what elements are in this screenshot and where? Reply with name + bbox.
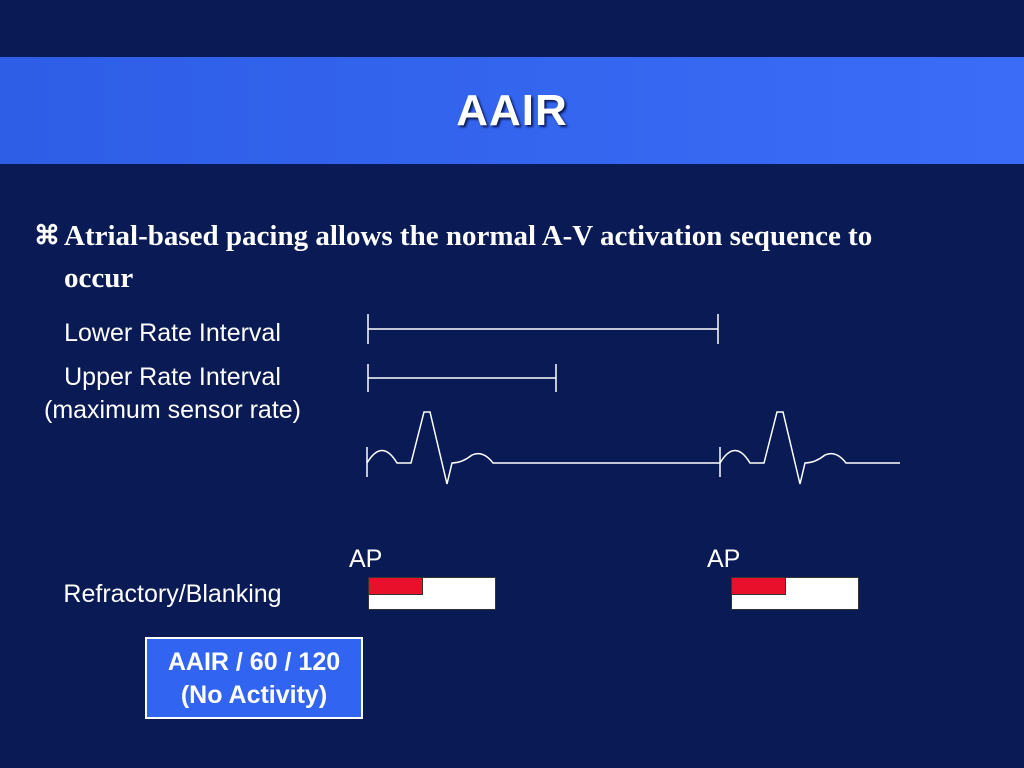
slide-title: AAIR bbox=[456, 86, 568, 135]
upper-rate-sublabel: (maximum sensor rate) bbox=[44, 396, 301, 424]
blanking-period-1 bbox=[369, 578, 423, 595]
refractory-box-2 bbox=[731, 577, 859, 610]
upper-rate-label: Upper Rate Interval bbox=[64, 363, 281, 391]
ap-marker-1: AP bbox=[349, 545, 383, 573]
mode-line-2: (No Activity) bbox=[180, 681, 328, 709]
bullet-text: Atrial-based pacing allows the normal A-V activation sequence to occur bbox=[64, 220, 873, 294]
refractory-box-1 bbox=[368, 577, 496, 610]
blanking-period-2 bbox=[732, 578, 786, 595]
refractory-label: Refractory/Blanking bbox=[63, 580, 282, 608]
mode-line-1: AAIR / 60 / 120 bbox=[167, 648, 341, 676]
ap-marker-2: AP bbox=[707, 545, 741, 573]
bullet-icon: ⌘ bbox=[34, 221, 60, 250]
lower-rate-interval-bar bbox=[368, 314, 718, 344]
upper-rate-interval-bar bbox=[368, 364, 556, 392]
lower-rate-label: Lower Rate Interval bbox=[64, 319, 281, 347]
mode-settings-box bbox=[145, 637, 363, 719]
ecg-trace bbox=[367, 412, 900, 484]
